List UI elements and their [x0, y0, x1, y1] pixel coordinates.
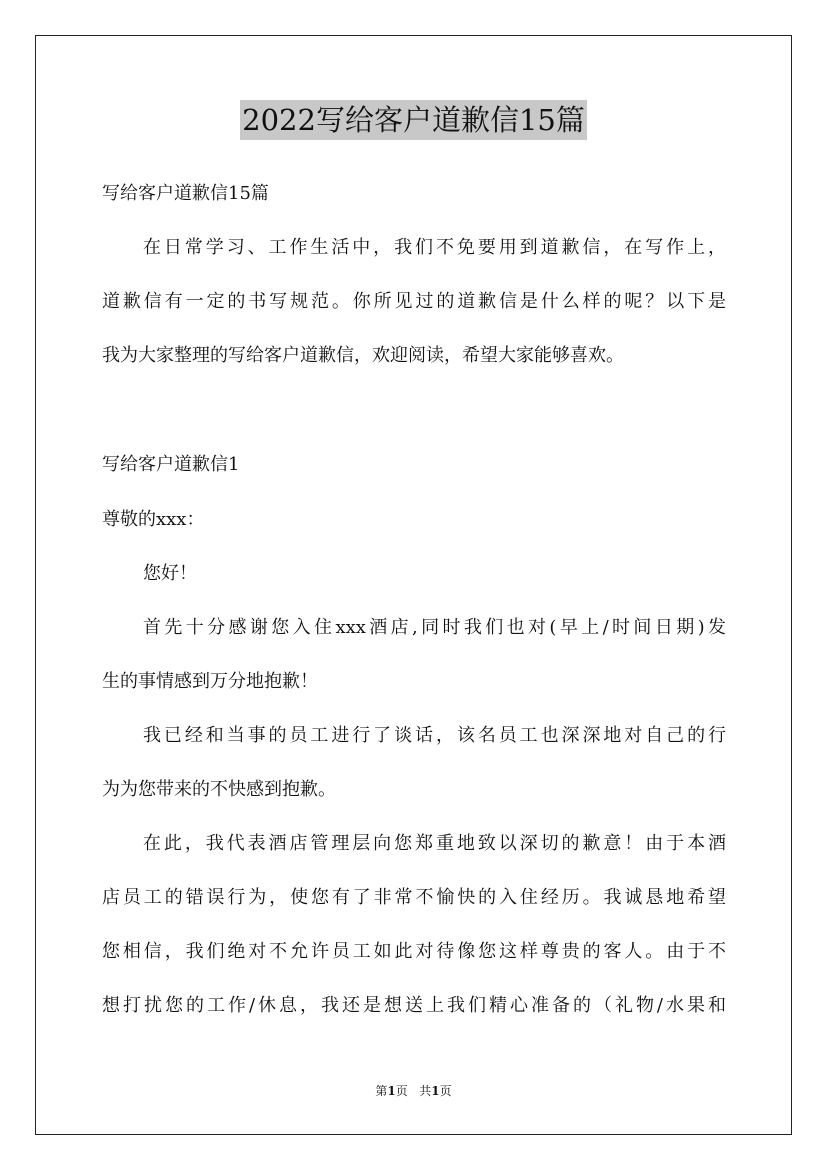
- footer-total-suffix: 页: [439, 1084, 452, 1098]
- body-line-4: 为为您带来的不快感到抱歉。: [102, 779, 336, 800]
- body-line-2: 生的事情感到万分地抱歉！: [102, 671, 318, 692]
- body-line-3: 我已经和当事的员工进行了谈话，该名员工也深深地对自己的行: [143, 725, 726, 746]
- body-line-8: 想打扰您的工作/休息，我还是想送上我们精心准备的（礼物/水果和: [102, 995, 726, 1016]
- intro-line-2: 道歉信有一定的书写规范。你所见过的道歉信是什么样的呢？以下是: [102, 291, 726, 312]
- footer-page-number: 1: [387, 1084, 396, 1098]
- body-line-6: 店员工的错误行为，使您有了非常不愉快的入住经历。我诚恳地希望: [102, 887, 726, 908]
- letter-heading: 写给客户道歉信1: [102, 454, 240, 475]
- footer-total-prefix: 共: [419, 1084, 432, 1098]
- body-line-5: 在此，我代表酒店管理层向您郑重地致以深切的歉意！由于本酒: [143, 833, 726, 854]
- document-title: 2022写给客户道歉信15篇: [240, 100, 587, 140]
- greeting: 您好！: [143, 563, 197, 584]
- page-footer: [0, 1083, 827, 1099]
- footer-total-number: 1: [431, 1084, 440, 1098]
- body-line-1: 首先十分感谢您入住xxx酒店,同时我们也对(早上/时间日期)发: [143, 617, 726, 638]
- intro-line-3: 我为大家整理的写给客户道歉信，欢迎阅读，希望大家能够喜欢。: [102, 345, 624, 366]
- title-container: [0, 100, 827, 140]
- footer-page-prefix: 第: [375, 1084, 388, 1098]
- document-subtitle: 写给客户道歉信15篇: [102, 183, 269, 204]
- footer-page-suffix: 页: [395, 1084, 408, 1098]
- body-line-7: 您相信，我们绝对不允许员工如此对待像您这样尊贵的客人。由于不: [102, 941, 726, 962]
- salutation: 尊敬的xxx：: [102, 509, 205, 530]
- intro-line-1: 在日常学习、工作生活中，我们不免要用到道歉信，在写作上，: [143, 237, 726, 258]
